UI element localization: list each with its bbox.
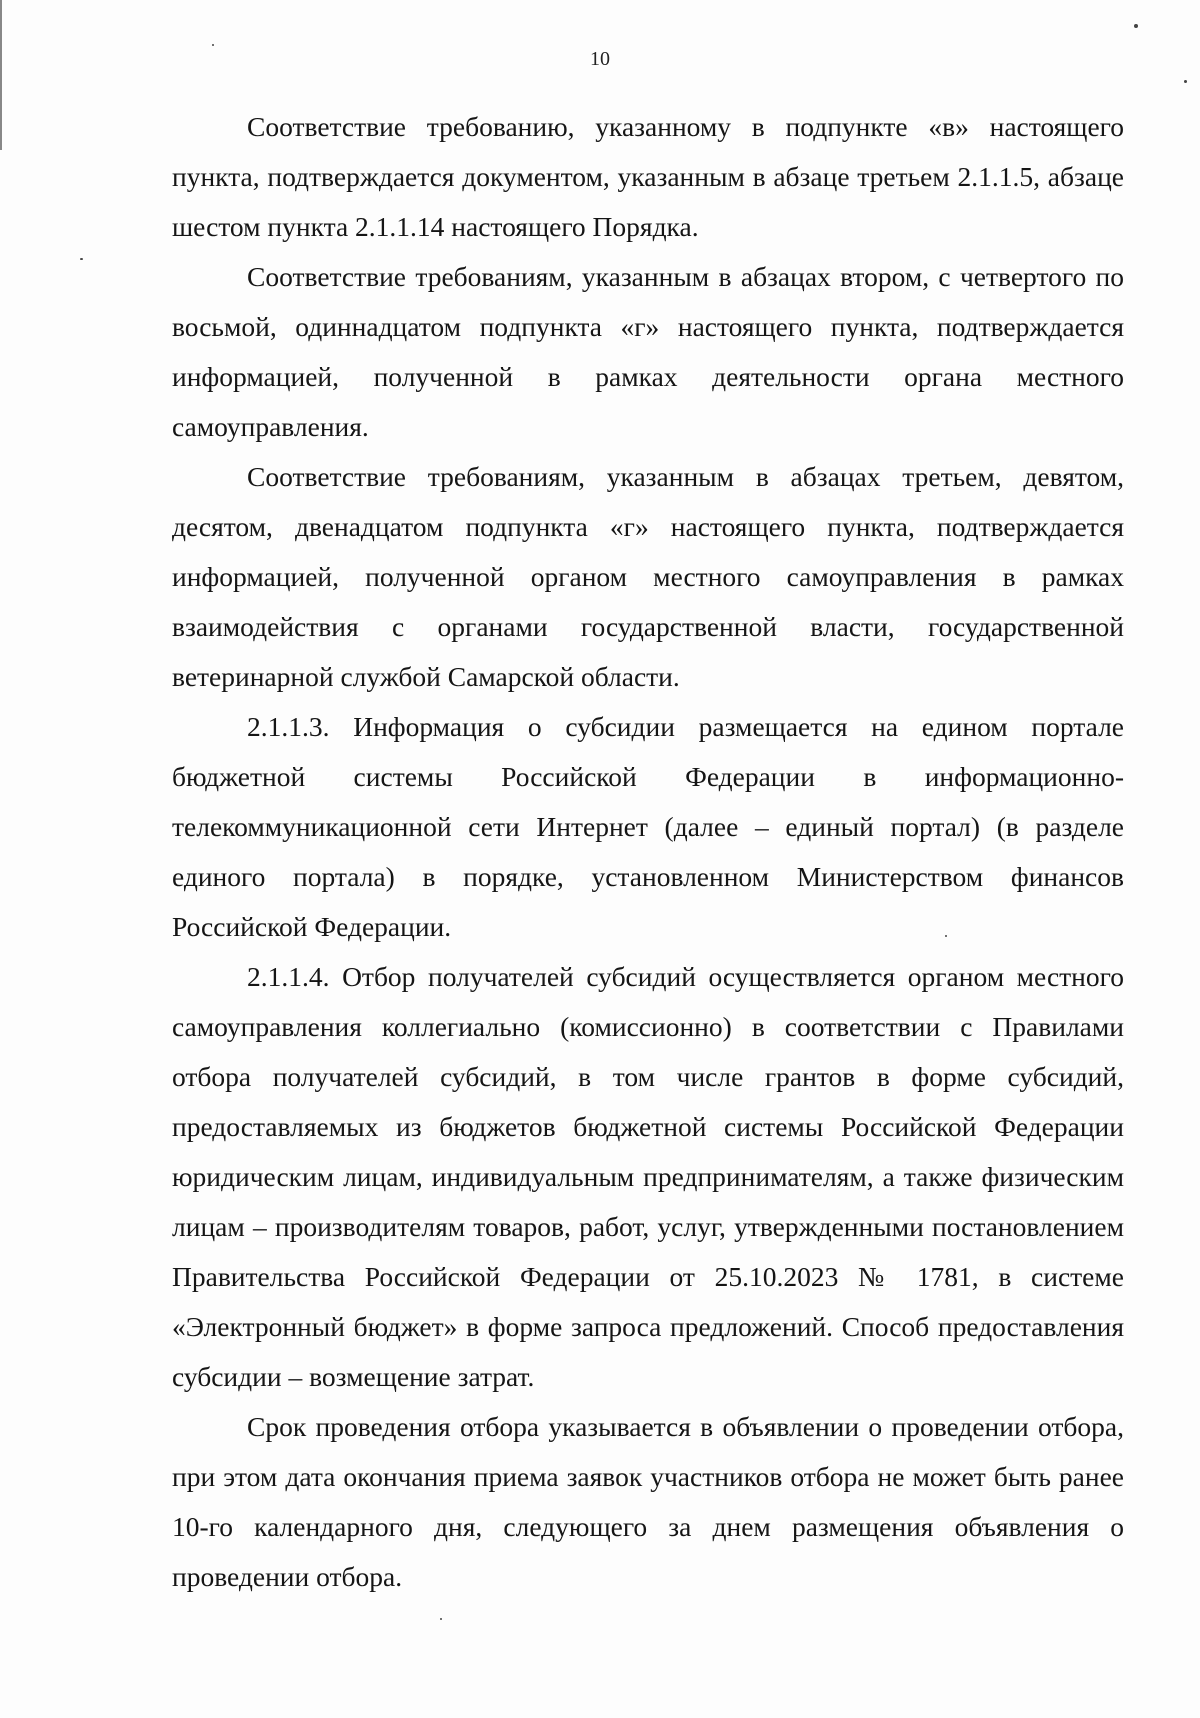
scan-speck [1184,80,1187,83]
paragraph-requirement-v: Соответствие требованию, указанному в подпункте «в» настоящего пункта, подтверждается документом, указанным в абзаце третьем 2.1.1.5, абзаце шестом пункта 2.1.1.14 настоящего Порядка. [172,111,1124,242]
scan-speck [1134,24,1138,28]
scan-speck [80,258,83,260]
scan-speck [945,935,947,937]
paragraph-2-1-1-4: 2.1.1.4. Отбор получателей субсидий осуществляется органом местного самоуправления коллегиально (комиссионно) в соответствии с Правилами отбора получателей субсидий, в том числе грантов в форме субсидий, предоставляемых из бюджетов бюджетной системы Российской Федерации юридическим лицам, индивидуальным предпринимателям, а также физическим лицам – производителям товаров, работ, услуг, утвержденными постановлением Правительства Российской Федерации от 25.10.2023 № 1781, в системе «Электронный бюджет» в форме запроса предложений. Способ предоставления субсидии – возмещение затрат. [172,961,1124,1392]
paragraph-requirement-g-interaction: Соответствие требованиям, указанным в абзацах третьем, девятом, десятом, двенадцатом подпункта «г» настоящего пункта, подтверждается информацией, полученной органом местного самоуправления в рамках взаимодействия с органами государственной власти, государственной ветеринарной службой Самарской области. [172,461,1124,692]
paragraph-requirement-g-local: Соответствие требованиям, указанным в абзацах втором, с четвертого по восьмой, одиннадцатом подпункта «г» настоящего пункта, подтверждается информацией, полученной в рамках деятельности органа местного самоуправления. [172,261,1124,442]
page-number: 10 [590,48,610,70]
scan-speck [212,44,214,46]
scan-speck [440,1618,442,1620]
scan-edge [0,0,2,150]
paragraph-selection-period: Срок проведения отбора указывается в объявлении о проведении отбора, при этом дата окончания приема заявок участников отбора не может быть ранее 10-го календарного дня, следующего за днем размещения объявления о проведении отбора. [172,1411,1124,1592]
document-body [172,102,1124,1602]
paragraph-2-1-1-3: 2.1.1.3. Информация о субсидии размещается на едином портале бюджетной системы Российской Федерации в информационно-телекоммуникационной сети Интернет (далее – единый портал) (в разделе единого портала) в порядке, установленном Министерством финансов Российской Федерации. [172,711,1124,942]
